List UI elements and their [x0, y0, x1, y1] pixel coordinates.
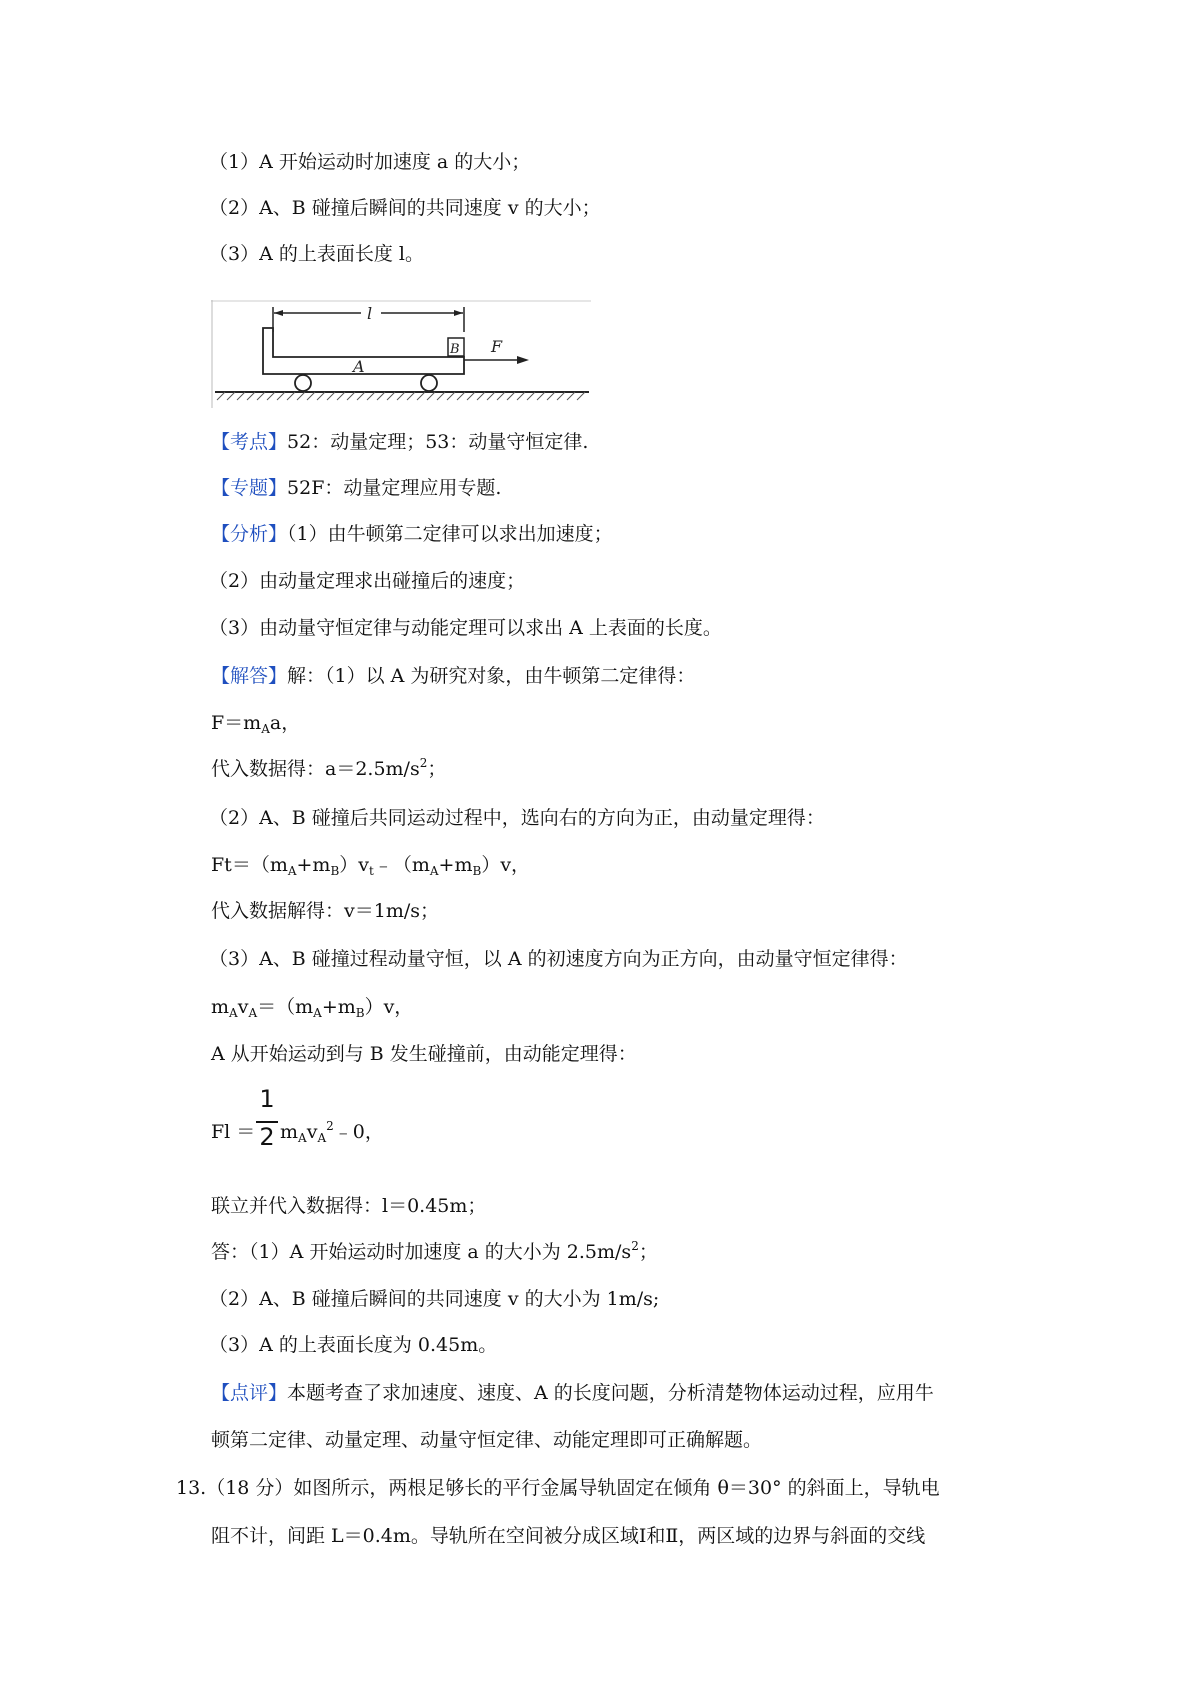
- zhuanti: [211, 476, 501, 500]
- zhuanti-text: 52F：动量定理应用专题.: [287, 477, 502, 499]
- answer-3: （3）A 的上表面长度为 0.45m。: [209, 1334, 498, 1356]
- question-2: （2）A、B 碰撞后瞬间的共同速度 v 的大小；: [209, 197, 601, 219]
- jieda-intro-text: 解：（1）以 A 为研究对象，由牛顿第二定律得：: [287, 665, 696, 687]
- fraction-denominator: 2: [259, 1123, 275, 1151]
- answer-1: 答：（1）A 开始运动时加速度 a 的大小为 $2.5m/s^2$；: [211, 1239, 658, 1263]
- question-13-line-2: 阻不计，间距 L＝0.4m。导轨所在空间被分成区域Ⅰ和Ⅱ，两区域的边界与斜面的交线: [211, 1525, 926, 1547]
- equation-4: 代入数据解得：v＝1m/s；: [211, 900, 439, 922]
- fenxi-line-2: （2）由动量定理求出碰撞后的速度；: [209, 570, 526, 592]
- equation-7: 联立并代入数据得：l＝0.45m；: [211, 1195, 487, 1217]
- fenxi-line-3: （3）由动量守恒定律与动能定理可以求出 A 上表面的长度。: [209, 617, 722, 639]
- equation-2: 代入数据得：$a=2.5m/s^2$；: [211, 756, 447, 780]
- fenxi-text-1: （1）由牛顿第二定律可以求出加速度；: [287, 523, 613, 545]
- force-label: F: [491, 337, 503, 356]
- jieda-part-3: （3）A、B 碰撞过程动量守恒，以 A 的初速度方向为正方向，由动量守恒定律得：: [209, 948, 908, 970]
- fenxi-line-1: [211, 522, 613, 546]
- jieda-part-2: （2）A、B 碰撞后共同运动过程中，选向右的方向为正，由动量定理得：: [209, 807, 825, 829]
- question-1: （1）A 开始运动时加速度 a 的大小；: [209, 151, 531, 173]
- dianping-line-1: [211, 1381, 934, 1405]
- jieda-tag: 【解答】: [211, 665, 288, 687]
- equation-3: $Ft=(m_A+m_B)v_t﹣(m_A+m_B)v$，: [211, 854, 531, 878]
- fraction-numerator: 1: [259, 1085, 275, 1113]
- question-13-line-1: 13.（18 分）如图所示，两根足够长的平行金属导轨固定在倾角 θ＝30° 的斜面上，导轨电: [176, 1477, 940, 1499]
- jieda-part-4: A 从开始运动到与 B 发生碰撞前，由动能定理得：: [211, 1043, 637, 1065]
- answer-2: （2）A、B 碰撞后瞬间的共同速度 v 的大小为 1m/s;: [209, 1288, 660, 1310]
- jieda-intro: [211, 664, 695, 688]
- length-label: l: [367, 304, 373, 323]
- kaodian-text: 52：动量定理；53：动量守恒定律.: [287, 431, 589, 453]
- equation-5: $m_Av_A=(m_A+m_B)v$，: [211, 996, 414, 1020]
- equation-1: $F=m_Aa$，: [211, 712, 301, 736]
- dianping-text-1: 本题考查了求加速度、速度、A 的长度问题，分析清楚物体运动过程，应用牛: [287, 1382, 934, 1404]
- kaodian: [211, 430, 588, 454]
- dianping-tag: 【点评】: [211, 1382, 288, 1404]
- equation-6-body: $m_Av_A^2﹣0$，: [280, 1119, 384, 1145]
- kaodian-tag: 【考点】: [211, 431, 288, 453]
- dianping-line-2: 顿第二定律、动量定理、动量守恒定律、动能定理即可正确解题。: [211, 1429, 763, 1451]
- fenxi-tag: 【分析】: [211, 523, 288, 545]
- equation-6-prefix: Fl ＝: [211, 1121, 256, 1143]
- block-label-b: B: [450, 342, 460, 357]
- question-3: （3）A 的上表面长度 l。: [209, 243, 424, 265]
- cart-label-a: A: [353, 357, 365, 376]
- zhuanti-tag: 【专题】: [211, 477, 288, 499]
- cart-diagram: [211, 300, 591, 408]
